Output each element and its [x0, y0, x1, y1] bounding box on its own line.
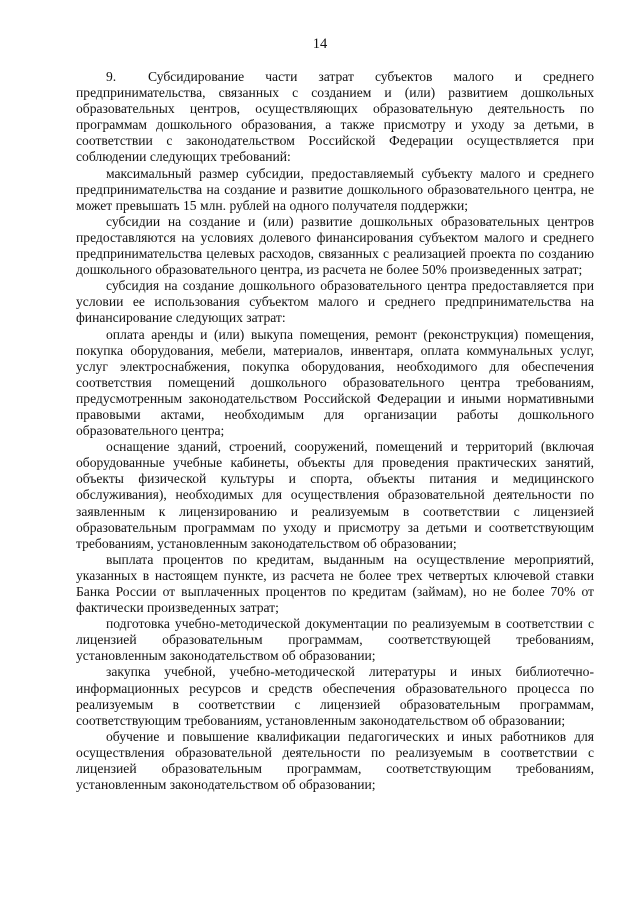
paragraph: закупка учебной, учебно-методической литературы и иных библиотечно-информационных ресурсов и средств обеспечения образовательного процесса по реализуемым в соответствии с лицензией образовательным программам, соответствующим требованиям, установленным законодательством об образовании;	[76, 664, 594, 728]
paragraph: оплата аренды и (или) выкупа помещения, ремонт (реконструкция) помещения, покупка оборудования, мебели, материалов, инвентаря, оплата коммунальных услуг, услуг электроснабжения, покупка оборудования, необходимого для обеспечения соответствия помещений дошкольного образовательного центра требованиям, предусмотренным законодательством Российской Федерации и иными нормативными правовыми актами, необходимым для организации работы дошкольного образовательного центра;	[76, 326, 594, 439]
paragraph: максимальный размер субсидии, предоставляемый субъекту малого и среднего предпринимательства на создание и развитие дошкольного образовательного центра, не может превышать 15 млн. рублей на одного получателя поддержки;	[76, 165, 594, 213]
paragraph: оснащение зданий, строений, сооружений, помещений и территорий (включая оборудованные учебные кабинеты, объекты для проведения практических занятий, объекты физической культуры и спорта, объекты питания и медицинского обслуживания), необходимых для осуществления образовательной деятельности по заявленным к лицензированию и реализуемым в соответствии с лицензией образовательным программам по уходу и присмотру за детьми и соответствующим требованиям, установленным законодательством об образовании;	[76, 439, 594, 551]
paragraph: подготовка учебно-методической документации по реализуемым в соответствии с лицензией образовательным программам, соответствующей требованиям, установленным законодательством об образовании;	[76, 616, 594, 664]
paragraph: субсидии на создание и (или) развитие дошкольных образовательных центров предоставляются на условиях долевого финансирования субъектом малого и среднего предпринимательства целевых расходов, связанных с реализацией проекта по созданию дошкольного образовательного центра, из расчета не более 50% произведенных затрат;	[76, 213, 594, 278]
paragraph: субсидия на создание дошкольного образовательного центра предоставляется при условии ее использования субъектом малого и среднего предпринимательства на финансирование следующих затрат:	[76, 278, 594, 326]
document-body	[76, 69, 594, 793]
paragraph: обучение и повышение квалификации педагогических и иных работников для осуществления образовательной деятельности по реализуемым в соответствии с лицензией образовательным программам, соответствующим требованиям, установленным законодательством об образовании;	[76, 728, 594, 793]
paragraph-text: Субсидирование части затрат субъектов малого и среднего предпринимательства, связанных с созданием и (или) развитием дошкольных образовательных центров, осуществляющих образовательную деятельность по программам дошкольного образования, а также присмотру и уходу за детьми, в соответствии с законодательством Российской Федерации осуществляется при соблюдении следующих требований:	[76, 69, 594, 165]
item-number: 9.	[106, 69, 117, 84]
paragraph: выплата процентов по кредитам, выданным на осуществление мероприятий, указанных в настоящем пункте, из расчета не более трех четвертых ключевой ставки Банка России от выплаченных процентов по кредитам (займам), но не более 70% от фактически произведенных затрат;	[76, 551, 594, 616]
page-number: 14	[312, 36, 328, 52]
paragraph-item-9	[76, 69, 594, 166]
